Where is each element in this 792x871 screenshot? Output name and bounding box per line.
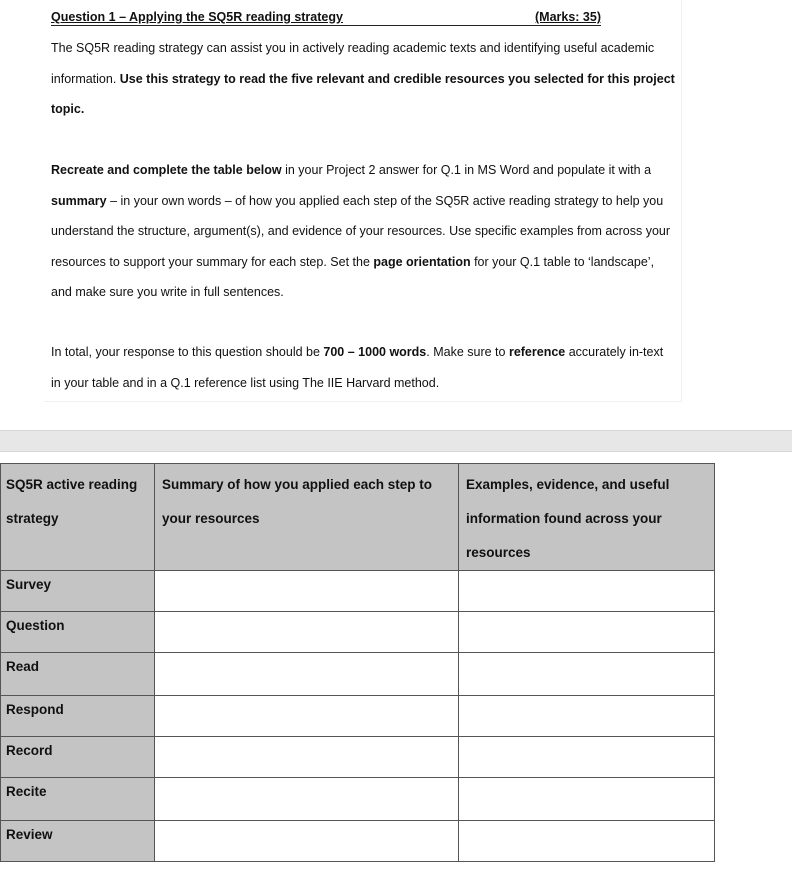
row-label-recite: Recite <box>6 784 47 799</box>
row-label-cell <box>1 612 155 653</box>
row-label-cell <box>1 653 155 696</box>
header-examples-line-1: Examples, evidence, and useful <box>466 477 670 492</box>
header-summary-line-1: Summary of how you applied each step to <box>162 477 433 492</box>
table-row <box>1 737 715 778</box>
total-line-1-end: accurately in-text <box>565 345 664 359</box>
total-line-1-mid: . Make sure to <box>426 345 509 359</box>
intro-line-2-text: information. <box>51 71 120 86</box>
row-label-survey: Survey <box>6 577 52 592</box>
row-label-review: Review <box>6 827 53 842</box>
table-row <box>1 696 715 737</box>
total-line-1-text: In total, your response to this question should be <box>51 345 324 359</box>
table-row <box>1 612 715 653</box>
summary-cell[interactable] <box>155 696 459 737</box>
header-examples-line-3: resources <box>466 545 531 560</box>
row-label-cell <box>1 778 155 821</box>
instr-line-4-end: for your Q.1 table to ‘landscape’, <box>470 254 655 269</box>
row-label-cell <box>1 737 155 778</box>
section-divider-band <box>0 430 792 452</box>
total-line-2: in your table and in a Q.1 reference list using The IIE Harvard method. <box>51 375 440 390</box>
row-label-respond: Respond <box>6 702 64 717</box>
intro-line-1: The SQ5R reading strategy can assist you in actively reading academic texts and identifying useful academic <box>51 41 655 55</box>
header-cell-summary <box>155 464 459 571</box>
instr-line-2-bold: summary <box>51 193 107 208</box>
examples-cell[interactable] <box>459 571 715 612</box>
instr-line-1 <box>51 155 686 186</box>
row-label-cell <box>1 571 155 612</box>
intro-line-2 <box>51 64 675 95</box>
row-label-read: Read <box>6 659 40 674</box>
table-row <box>1 653 715 696</box>
total-paragraph <box>51 337 681 398</box>
row-label-question: Question <box>6 618 65 633</box>
examples-cell[interactable] <box>459 696 715 737</box>
row-label-cell <box>1 696 155 737</box>
table-row <box>1 821 715 862</box>
examples-cell[interactable] <box>459 737 715 778</box>
row-label-record: Record <box>6 743 53 758</box>
instructions-paragraph <box>51 155 686 308</box>
total-line-1 <box>51 337 681 368</box>
header-strategy-line-1: SQ5R active reading <box>6 477 138 492</box>
examples-cell[interactable] <box>459 778 715 821</box>
total-reference-bold: reference <box>508 345 566 359</box>
instr-line-1-bold: Recreate and complete the table below <box>51 163 282 177</box>
header-examples-line-2: information found across your <box>466 511 662 526</box>
table-row <box>1 778 715 821</box>
instr-line-5: and make sure you write in full sentences. <box>51 285 284 299</box>
header-strategy-line-2: strategy <box>6 511 59 526</box>
intro-line-2-bold: Use this strategy to read the five relevant and credible resources you selected for this project <box>119 71 675 86</box>
table-header-row <box>1 464 715 571</box>
summary-cell[interactable] <box>155 821 459 862</box>
question-marks: (Marks: 35) <box>535 10 601 24</box>
examples-cell[interactable] <box>459 653 715 696</box>
intro-line-3-bold: topic. <box>51 102 85 116</box>
summary-cell[interactable] <box>155 737 459 778</box>
table-row <box>1 571 715 612</box>
instr-line-2 <box>51 186 686 217</box>
summary-cell[interactable] <box>155 571 459 612</box>
summary-cell[interactable] <box>155 653 459 696</box>
instr-line-4 <box>51 247 686 278</box>
instr-line-3: understand the structure, argument(s), and evidence of your resources. Use specific examples from across your <box>51 224 671 238</box>
question-heading <box>51 10 601 26</box>
summary-cell[interactable] <box>155 612 459 653</box>
summary-cell[interactable] <box>155 778 459 821</box>
header-cell-examples <box>459 464 715 571</box>
examples-cell[interactable] <box>459 821 715 862</box>
examples-cell[interactable] <box>459 612 715 653</box>
header-summary-line-2: your resources <box>162 511 260 526</box>
sq5r-table <box>0 463 715 862</box>
intro-line-3 <box>51 94 671 125</box>
instr-line-1-text: in your Project 2 answer for Q.1 in MS Word and populate it with a <box>281 163 652 177</box>
instr-line-4-text: resources to support your summary for each step. Set the <box>51 254 374 269</box>
intro-paragraph <box>51 33 675 125</box>
question-title: Question 1 – Applying the SQ5R reading strategy <box>51 10 343 24</box>
instr-line-4-bold: page orientation <box>373 254 471 269</box>
total-word-count: 700 – 1000 words <box>323 345 427 359</box>
row-label-cell <box>1 821 155 862</box>
instr-line-2-text: – in your own words – of how you applied each step of the SQ5R active reading strategy to help you <box>106 193 664 208</box>
header-cell-strategy <box>1 464 155 571</box>
